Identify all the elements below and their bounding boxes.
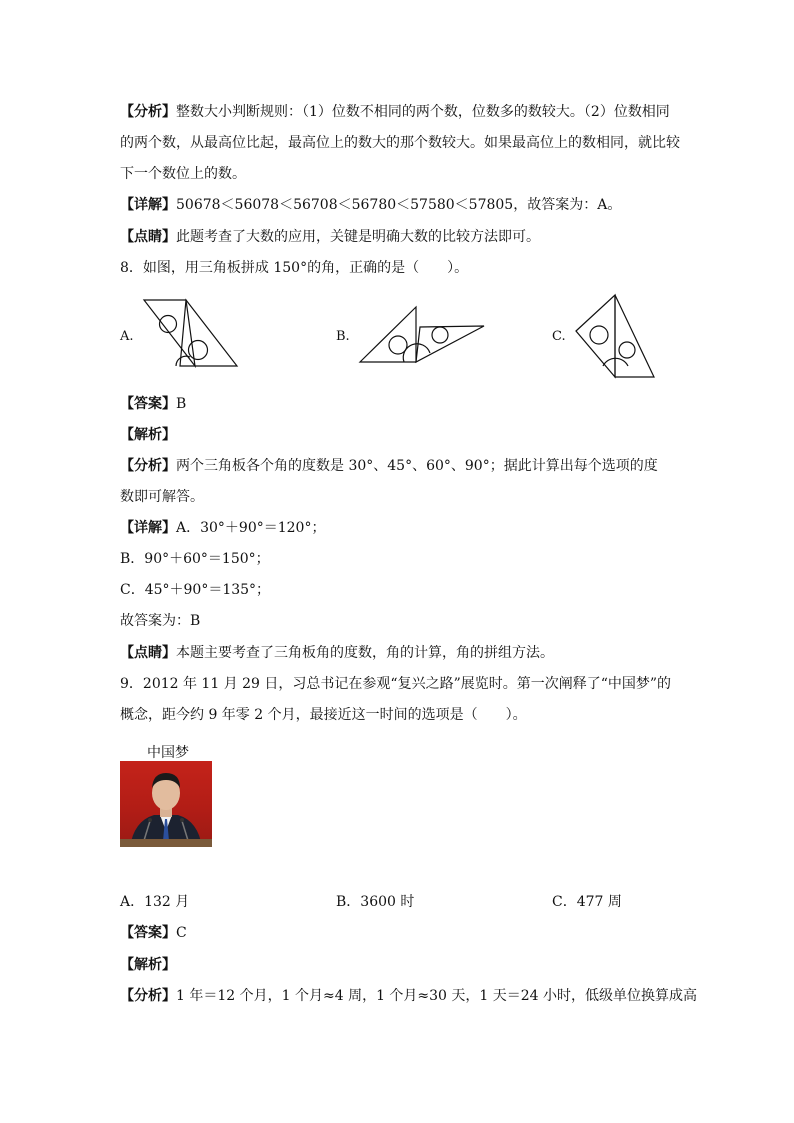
option-a-figure: [144, 300, 237, 366]
q8-option-c-label: C.: [552, 329, 566, 344]
q8-explain-tag: 【解析】: [120, 427, 176, 443]
triangle-ruler: [576, 295, 615, 377]
comment-tag: 【点睛】: [120, 229, 176, 245]
q8-conclusion: 故答案为：B: [120, 613, 201, 629]
ruler-hole: [432, 327, 448, 343]
q8-analysis-line-2: 数即可解答。: [120, 489, 204, 505]
detail-tag: 【详解】: [120, 520, 176, 536]
q7-detail: 【详解】50678＜56078＜56708＜56780＜57580＜57805，故答案为：A。: [120, 197, 622, 213]
triangle-ruler: [416, 326, 484, 362]
answer-tag: 【答案】: [120, 396, 176, 412]
triangle-ruler: [360, 307, 416, 362]
q9-answer: 【答案】C: [120, 925, 187, 941]
q8-analysis-line-1: 【分析】两个三角板各个角的度数是 30°、45°、60°、90°；据此计算出每个选项的度: [120, 458, 658, 474]
ruler-hole: [189, 341, 208, 360]
q7-analysis-line-1: 【分析】整数大小判断规则：（1）位数不相同的两个数，位数多的数较大。（2）位数相同: [120, 104, 670, 120]
option-b-figure: [360, 307, 484, 362]
answer-tag: 【答案】: [120, 925, 176, 941]
ruler-hole: [619, 342, 635, 358]
q9-option-c: C．477 周: [552, 894, 622, 910]
q8-comment: 【点睛】本题主要考查了三角板角的度数，角的计算，角的拼组方法。: [120, 645, 554, 661]
q9-explain-tag: 【解析】: [120, 957, 176, 973]
ruler-hole: [590, 326, 608, 344]
q8-option-b-label: B.: [336, 329, 350, 344]
analysis-tag: 【分析】: [120, 988, 176, 1004]
portrait-photo: [120, 761, 212, 847]
q9-stem-line-2: 概念，距今约 9 年零 2 个月，最接近这一时间的选项是（ ）。: [120, 707, 527, 723]
q8-answer: 【答案】B: [120, 396, 187, 412]
detail-tag: 【详解】: [120, 197, 176, 213]
comment-tag: 【点睛】: [120, 645, 176, 661]
portrait-illustration: [120, 761, 212, 847]
triangle-ruler: [615, 295, 654, 377]
q8-stem: 8．如图，用三角板拼成 150°的角，正确的是（ ）。: [120, 260, 469, 276]
analysis-tag: 【分析】: [120, 458, 176, 474]
q8-option-a-label: A.: [120, 329, 134, 344]
option-c-figure: [576, 295, 654, 377]
analysis-tag: 【分析】: [120, 104, 176, 120]
q9-analysis-line-1: 【分析】1 年＝12 个月，1 个月≈4 周，1 个月≈30 天，1 天＝24 小时，低级单位换算成高: [120, 988, 698, 1004]
q7-analysis-line-2: 的两个数，从最高位比起，最高位上的数大的那个数较大。如果最高位上的数相同，就比较: [120, 135, 680, 151]
q9-option-a: A．132 月: [120, 894, 190, 910]
q9-option-b: B．3600 时: [336, 894, 415, 910]
q8-detail-a: 【详解】A．30°＋90°＝120°；: [120, 520, 326, 536]
photo-caption: 中国梦: [147, 745, 189, 761]
q9-stem-line-1: 9．2012 年 11 月 29 日，习总书记在参观“复兴之路”展览时。第一次阐释了“中国梦”的: [120, 676, 672, 692]
q7-analysis-line-3: 下一个数位上的数。: [120, 166, 246, 182]
q8-detail-c: C．45°＋90°＝135°；: [120, 582, 271, 598]
q8-detail-b: B．90°＋60°＝150°；: [120, 551, 270, 567]
q7-comment: 【点睛】此题考查了大数的应用，关键是明确大数的比较方法即可。: [120, 229, 540, 245]
